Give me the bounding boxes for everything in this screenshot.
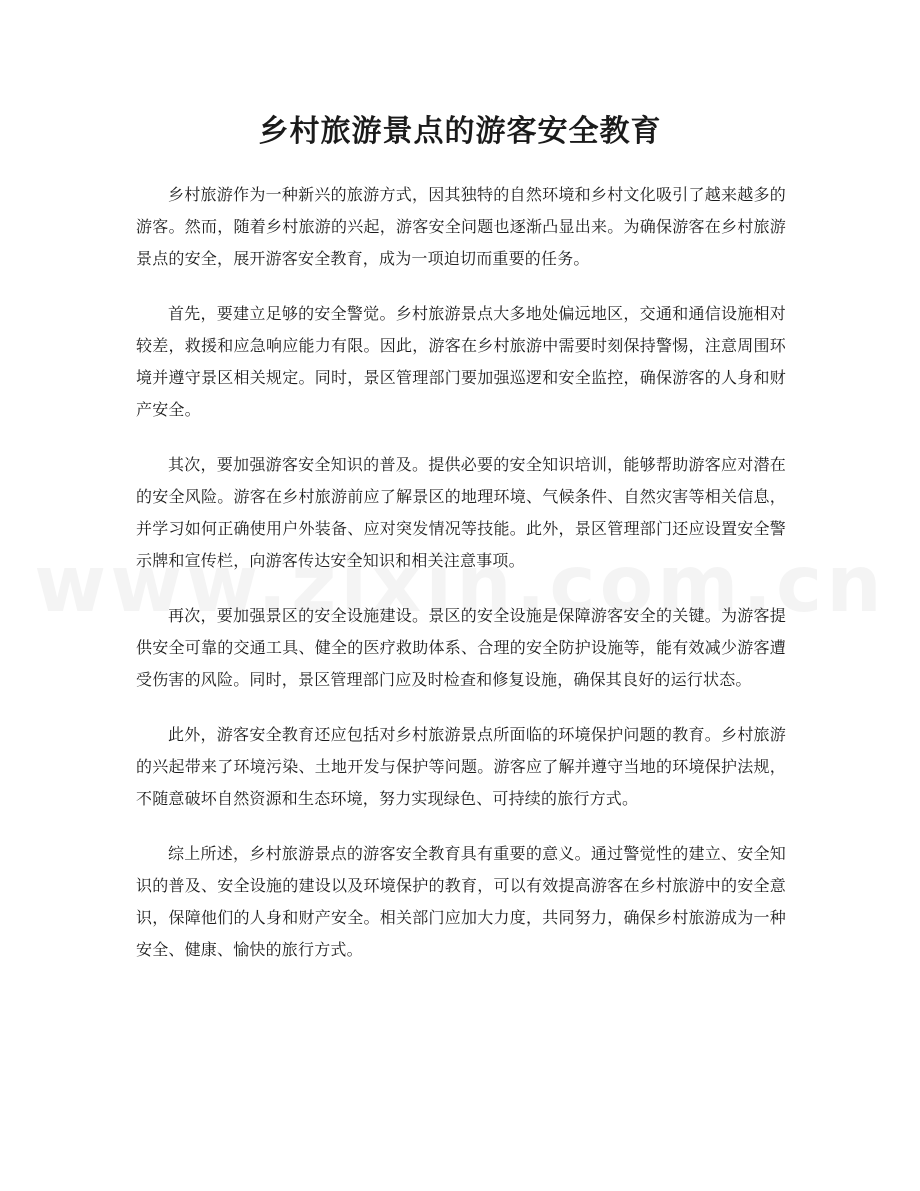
paragraph-intro: 乡村旅游作为一种新兴的旅游方式，因其独特的自然环境和乡村文化吸引了越来越多的游客。然而，随着乡村旅游的兴起，游客安全问题也逐渐凸显出来。为确保游客在乡村旅游景点的安全，展开游客安全教育，成为一项迫切而重要的任务。: [136, 185, 786, 268]
paragraph-environment: 此外，游客安全教育还应包括对乡村旅游景点所面临的环境保护问题的教育。乡村旅游的兴起带来了环境污染、土地开发与保护等问题。游客应了解并遵守当地的环境保护法规，不随意破坏自然资源和生态环境，努力实现绿色、可持续的旅行方式。: [136, 725, 786, 808]
document-body: [136, 179, 786, 989]
paragraph-alertness: 首先，要建立足够的安全警觉。乡村旅游景点大多地处偏远地区，交通和通信设施相对较差，救援和应急响应能力有限。因此，游客在乡村旅游中需要时刻保持警惕，注意周围环境并遵守景区相关规定。同时，景区管理部门要加强巡逻和安全监控，确保游客的人身和财产安全。: [136, 304, 786, 419]
page-title: 乡村旅游景点的游客安全教育: [258, 114, 662, 149]
paragraph-facilities: 再次，要加强景区的安全设施建设。景区的安全设施是保障游客安全的关键。为游客提供安全可靠的交通工具、健全的医疗救助体系、合理的安全防护设施等，能有效减少游客遭受伤害的风险。同时，景区管理部门应及时检查和修复设施，确保其良好的运行状态。: [136, 606, 786, 689]
paragraph-conclusion: 综上所述，乡村旅游景点的游客安全教育具有重要的意义。通过警觉性的建立、安全知识的普及、安全设施的建设以及环境保护的教育，可以有效提高游客在乡村旅游中的安全意识，保障他们的人身和财产安全。相关部门应加大力度，共同努力，确保乡村旅游成为一种安全、健康、愉快的旅行方式。: [136, 844, 786, 959]
paragraph-knowledge: 其次，要加强游客安全知识的普及。提供必要的安全知识培训，能够帮助游客应对潜在的安全风险。游客在乡村旅游前应了解景区的地理环境、气候条件、自然灾害等相关信息，并学习如何正确使用户外装备、应对突发情况等技能。此外，景区管理部门还应设置安全警示牌和宣传栏，向游客传达安全知识和相关注意事项。: [136, 455, 786, 570]
